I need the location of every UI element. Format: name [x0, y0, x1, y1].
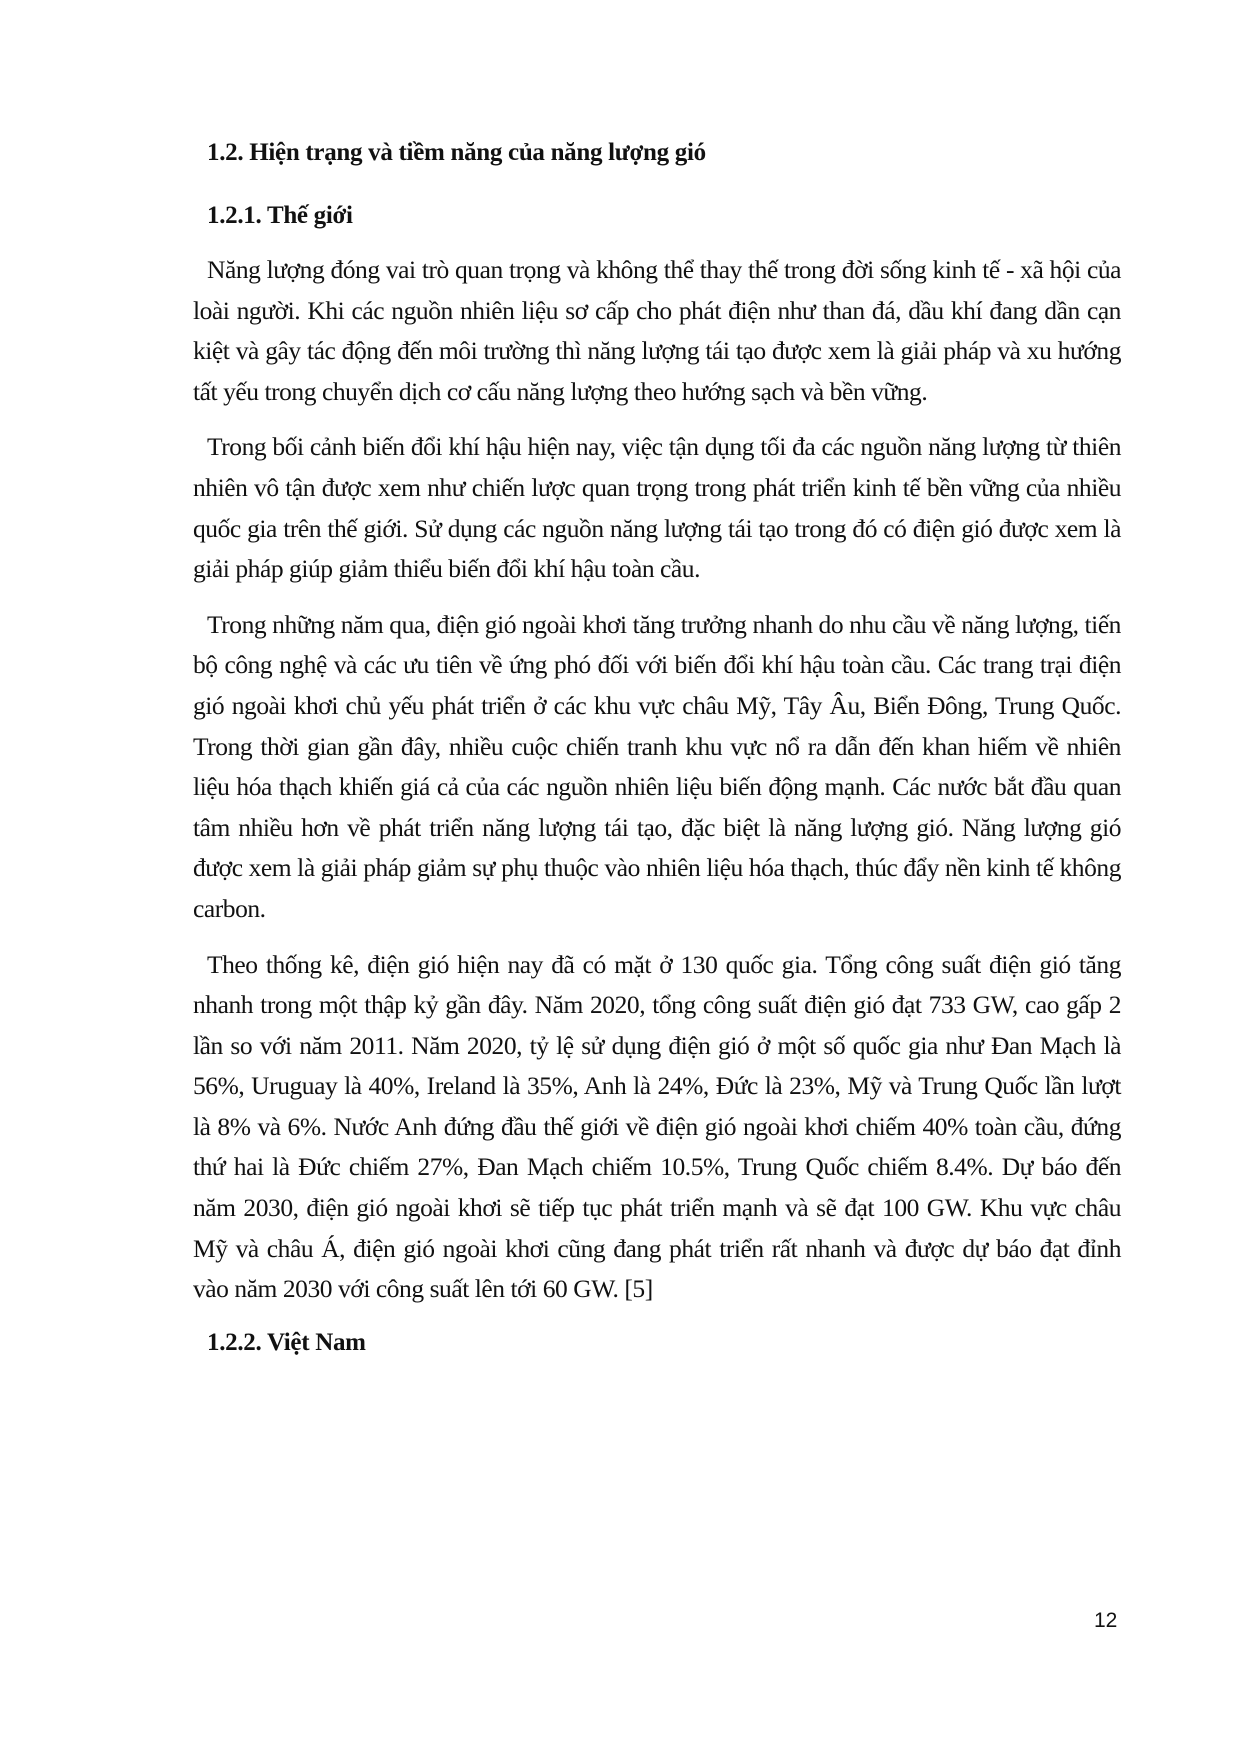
section-heading: 1.2. Hiện trạng và tiềm năng của năng lượng gió	[207, 139, 706, 166]
paragraph-climate-context: Trong bối cảnh biến đổi khí hậu hiện nay, việc tận dụng tối đa các nguồn năng lượng từ thiên nhiên vô tận được xem như chiến lược quan trọng trong phát triển kinh tế bền vững của nhiều quốc gia trên thế giới. Sử dụng các nguồn năng lượng tái tạo trong đó có điện gió được xem là giải pháp giúp giảm thiểu biến đổi khí hậu toàn cầu.	[193, 432, 1121, 584]
paragraph-energy-role: Năng lượng đóng vai trò quan trọng và không thể thay thế trong đời sống kinh tế - xã hội của loài người. Khi các nguồn nhiên liệu sơ cấp cho phát điện như than đá, dầu khí đang dần cạn kiệt và gây tác động đến môi trường thì năng lượng tái tạo được xem là giải pháp và xu hướng tất yếu trong chuyển dịch cơ cấu năng lượng theo hướng sạch và bền vững.	[193, 255, 1121, 406]
page-content	[193, 135, 1121, 1377]
subsection-heading-vietnam: 1.2.2. Việt Nam	[207, 1328, 366, 1356]
page-number: 12	[1094, 1609, 1118, 1632]
subsection-heading-world: 1.2.1. Thế giới	[207, 202, 353, 229]
paragraph-offshore-growth: Trong những năm qua, điện gió ngoài khơi tăng trưởng nhanh do nhu cầu về năng lượng, tiến bộ công nghệ và các ưu tiên về ứng phó đối với biến đổi khí hậu toàn cầu. Các trang trại điện gió ngoài khơi chủ yếu phát triển ở các khu vực châu Mỹ, Tây Âu, Biển Đông, Trung Quốc. Trong thời gian gần đây, nhiều cuộc chiến tranh khu vực nổ ra dẫn đến khan hiếm về nhiên liệu hóa thạch khiến giá cả của các nguồn nhiên liệu biến động mạnh. Các nước bắt đầu quan tâm nhiều hơn về phát triển năng lượng tái tạo, đặc biệt là năng lượng gió. Năng lượng gió được xem là giải pháp giảm sự phụ thuộc vào nhiên liệu hóa thạch, thúc đẩy nền kinh tế không carbon.	[193, 609, 1121, 923]
paragraph-statistics: Theo thống kê, điện gió hiện nay đã có mặt ở 130 quốc gia. Tổng công suất điện gió tăng nhanh trong một thập kỷ gần đây. Năm 2020, tổng công suất điện gió đạt 733 GW, cao gấp 2 lần so với năm 2011. Năm 2020, tỷ lệ sử dụng điện gió ở một số quốc gia như Đan Mạch là 56%, Uruguay là 40%, Ireland là 35%, Anh là 24%, Đức là 23%, Mỹ và Trung Quốc lần lượt là 8% và 6%. Nước Anh đứng đầu thế giới về điện gió ngoài khơi chiếm 40% toàn cầu, đứng thứ hai là Đức chiếm 27%, Đan Mạch chiếm 10.5%, Trung Quốc chiếm 8.4%. Dự báo đến năm 2030, điện gió ngoài khơi sẽ tiếp tục phát triển mạnh và sẽ đạt 100 GW. Khu vực châu Mỹ và châu Á, điện gió ngoài khơi cũng đang phát triển rất nhanh và được dự báo đạt đỉnh vào năm 2030 với công suất lên tới 60 GW. [5]	[193, 949, 1121, 1304]
